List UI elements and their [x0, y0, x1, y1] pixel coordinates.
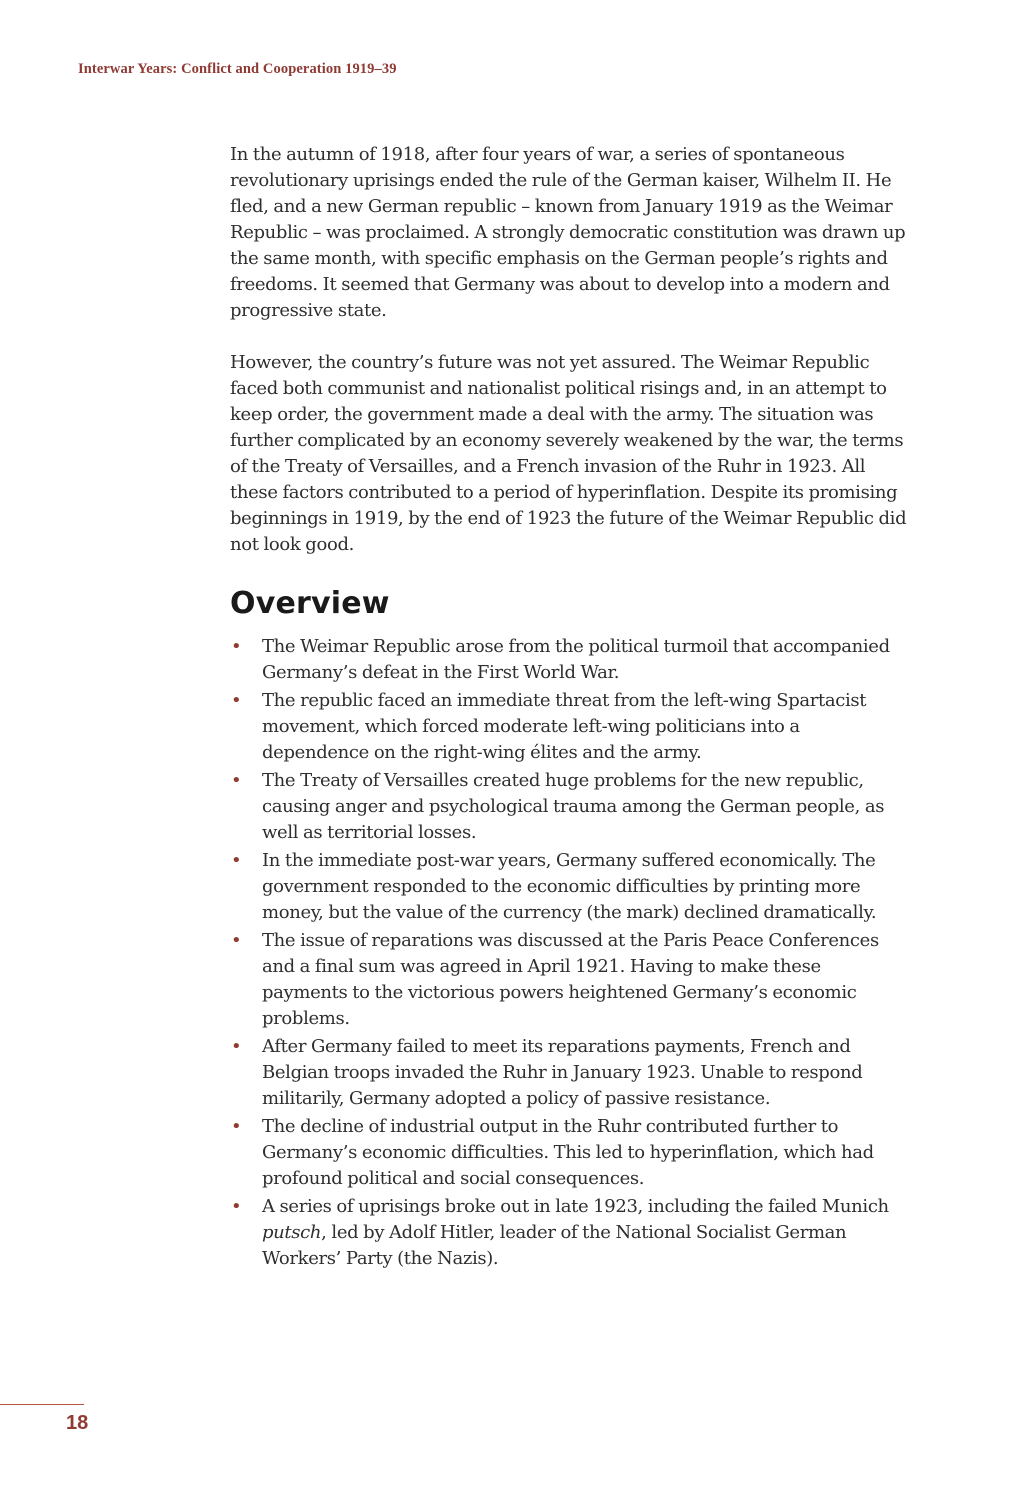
- intro-paragraph-1: In the autumn of 1918, after four years of war, a series of spontaneous revolutionary uprisings ended the rule of the German kaiser, Wilhelm II. He fled, and a new German republic – known from January 1919 as the Weimar Republic – was proclaimed. A strongly democratic constitution was drawn up the same month, with specific emphasis on the German people’s rights and freedoms. It seemed that Germany was about to develop into a modern and progressive state.: [230, 144, 906, 321]
- overview-item: [230, 1194, 910, 1272]
- overview-item: [230, 928, 910, 1032]
- overview-item: [230, 1034, 910, 1112]
- bullet-icon: •: [231, 1196, 242, 1217]
- overview-item: [230, 768, 910, 846]
- overview-list: [230, 634, 910, 1272]
- running-head: Interwar Years: Conflict and Cooperation 1919–39: [78, 61, 397, 77]
- overview-heading: Overview: [230, 586, 390, 621]
- overview-item-text-start: A series of uprisings broke out in late 1923, including the failed Munich: [262, 1196, 889, 1217]
- overview-item-text: The decline of industrial output in the Ruhr contributed further to Germany’s economic difficulties. This led to hyperinflation, which had profound political and social consequences.: [262, 1116, 874, 1189]
- overview-item-text: The Weimar Republic arose from the political turmoil that accompanied Germany’s defeat in the First World War.: [262, 636, 890, 683]
- bullet-icon: •: [231, 1036, 242, 1057]
- overview-item: [230, 1114, 910, 1192]
- overview-item-text-end: , led by Adolf Hitler, leader of the National Socialist German Workers’ Party (the Nazis).: [262, 1222, 847, 1269]
- overview-item-text: The republic faced an immediate threat from the left-wing Spartacist movement, which forced moderate left-wing politicians into a dependence on the right-wing élites and the army.: [262, 690, 867, 763]
- footer-rule: [0, 1404, 84, 1405]
- bullet-icon: •: [231, 636, 242, 657]
- bullet-icon: •: [231, 850, 242, 871]
- overview-item: [230, 688, 910, 766]
- overview-item-text: The Treaty of Versailles created huge problems for the new republic, causing anger and psychological trauma among the German people, as well as territorial losses.: [262, 770, 885, 843]
- bullet-icon: •: [231, 690, 242, 711]
- overview-item: [230, 848, 910, 926]
- bullet-icon: •: [231, 930, 242, 951]
- overview-item-text: In the immediate post-war years, Germany suffered economically. The government responded to the economic difficulties by printing more money, but the value of the currency (the mark) declined dramatically.: [262, 850, 877, 923]
- overview-item-text: [262, 1196, 889, 1269]
- intro-paragraph-2: However, the country’s future was not yet assured. The Weimar Republic faced both communist and nationalist political risings and, in an attempt to keep order, the government made a deal with the army. The situation was further complicated by an economy severely weakened by the war, the terms of the Treaty of Versailles, and a French invasion of the Ruhr in 1923. All these factors contributed to a period of hyperinflation. Despite its promising beginnings in 1919, by the end of 1923 the future of the Weimar Republic did not look good.: [230, 352, 907, 555]
- overview-item: [230, 634, 910, 686]
- overview-item-text: The issue of reparations was discussed at the Paris Peace Conferences and a final sum was agreed in April 1921. Having to make these payments to the victorious powers heightened Germany’s economic problems.: [262, 930, 879, 1029]
- overview-item-text: After Germany failed to meet its reparations payments, French and Belgian troops invaded the Ruhr in January 1923. Unable to respond militarily, Germany adopted a policy of passive resistance.: [262, 1036, 863, 1109]
- page-body: [230, 142, 910, 1274]
- bullet-icon: •: [231, 770, 242, 791]
- page-number: 18: [66, 1412, 89, 1434]
- putsch-italic: putsch: [262, 1222, 322, 1243]
- bullet-icon: •: [231, 1116, 242, 1137]
